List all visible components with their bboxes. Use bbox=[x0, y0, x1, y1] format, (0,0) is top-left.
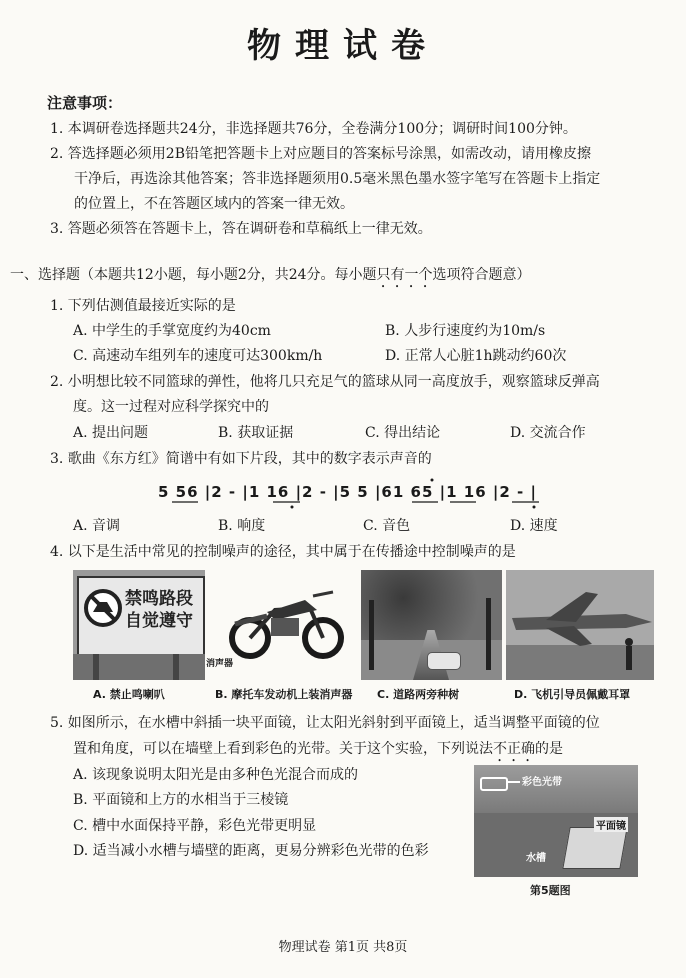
q1-option-c: C. 高速动车组列车的速度可达300km/h bbox=[73, 348, 323, 364]
q2-option-a: A. 提出问题 bbox=[73, 425, 149, 441]
page-footer: 物理试卷 第1页 共8页 bbox=[278, 940, 408, 955]
q1-option-d: D. 正常人心脏1h跳动约60次 bbox=[385, 348, 567, 364]
q3-stem: 3. 歌曲《东方红》简谱中有如下片段，其中的数字表示声音的 bbox=[50, 451, 432, 467]
q2-stem-1: 2. 小明想比较不同篮球的弹性，他将几只充足气的篮球从同一高度放手，观察篮球反弹高 bbox=[50, 374, 600, 390]
q5-option-c: C. 槽中水面保持平静，彩色光带更明显 bbox=[73, 818, 317, 834]
notice-line-2: 2. 答选择题必须用2B铅笔把答题卡上对应题目的答案标号涂黑，如需改动，请用橡皮擦 bbox=[50, 146, 592, 162]
q3-option-c: C. 音色 bbox=[363, 518, 411, 534]
notice-line-1: 1. 本调研卷选择题共24分，非选择题共76分，全卷满分100分；调研时间100分钟。 bbox=[50, 121, 577, 137]
figure-caption: 第5题图 bbox=[530, 884, 571, 897]
q1-stem: 1. 下列估测值最接近实际的是 bbox=[50, 298, 236, 314]
emphasis-text: 不正确 bbox=[493, 741, 535, 757]
notice-line-5: 3. 答题必须答在答题卡上，答在调研卷和草稿纸上一律无效。 bbox=[50, 221, 432, 237]
sign-text-2: 自觉遵守 bbox=[125, 611, 193, 631]
caption-a: A. 禁止鸣喇叭 bbox=[93, 688, 165, 701]
q1-option-a: A. 中学生的手掌宽度约为40cm bbox=[73, 323, 271, 339]
emphasis-text: 只有一个 bbox=[376, 267, 433, 283]
q2-stem-2: 度。这一过程对应科学探究中的 bbox=[73, 399, 269, 415]
photo-experiment bbox=[474, 765, 638, 877]
q5-stem-2: 置和角度，可以在墙壁上看到彩色的光带。关于这个实验，下列说法不正确的是 bbox=[73, 741, 563, 757]
notice-heading: 注意事项： bbox=[47, 94, 123, 112]
notice-line-4: 的位置上，不在答题区域内的答案一律无效。 bbox=[74, 196, 354, 212]
aircraft-icon bbox=[506, 570, 654, 680]
photo-no-honk-sign bbox=[73, 570, 205, 680]
q5-option-a: A. 该现象说明太阳光是由多种色光混合而成的 bbox=[73, 767, 359, 783]
caption-d: D. 飞机引导员佩戴耳罩 bbox=[514, 688, 631, 701]
no-horn-icon bbox=[83, 588, 123, 628]
photo-aircraft bbox=[506, 570, 654, 680]
q3-option-a: A. 音调 bbox=[73, 518, 121, 534]
caption-b: B. 摩托车发动机上装消声器 bbox=[215, 688, 353, 701]
label-tank: 水槽 bbox=[526, 853, 546, 864]
q4-stem: 4. 以下是生活中常见的控制噪声的途径，其中属于在传播途中控制噪声的是 bbox=[50, 544, 516, 560]
music-score: 5 56 |2 - |1 16 |2 - |5 5 |61 65 |1 16 |2 - | bbox=[158, 483, 537, 501]
q3-option-d: D. 速度 bbox=[510, 518, 558, 534]
sign-text-1: 禁鸣路段 bbox=[125, 589, 193, 609]
score-underlines bbox=[150, 478, 590, 514]
q5-option-d: D. 适当减小水槽与墙壁的距离，更易分辨彩色光带的色彩 bbox=[73, 843, 429, 859]
q2-option-d: D. 交流合作 bbox=[510, 425, 586, 441]
page-title: 物理试卷 bbox=[247, 26, 439, 66]
q2-option-b: B. 获取证据 bbox=[218, 425, 294, 441]
q2-option-c: C. 得出结论 bbox=[365, 425, 441, 441]
photo-tree-lined-road bbox=[361, 570, 502, 680]
photo-motorcycle bbox=[205, 570, 360, 680]
label-color-band: 彩色光带 bbox=[522, 777, 562, 788]
section-header: 一、选择题（本题共12小题，每小题2分，共24分。每小题只有一个选项符合题意） bbox=[10, 267, 531, 283]
q5-stem-1: 5. 如图所示，在水槽中斜插一块平面镜，让太阳光斜射到平面镜上，适当调整平面镜的位 bbox=[50, 715, 600, 731]
muffler-label: 消声器 bbox=[206, 659, 234, 669]
caption-c: C. 道路两旁种树 bbox=[377, 688, 460, 701]
label-mirror: 平面镜 bbox=[594, 817, 628, 832]
q3-option-b: B. 响度 bbox=[218, 518, 266, 534]
q1-option-b: B. 人步行速度约为10m/s bbox=[385, 323, 546, 339]
notice-line-3: 干净后，再选涂其他答案；答非选择题须用0.5毫米黑色墨水签字笔写在答题卡上指定 bbox=[74, 171, 601, 187]
q5-option-b: B. 平面镜和上方的水相当于三棱镜 bbox=[73, 792, 289, 808]
